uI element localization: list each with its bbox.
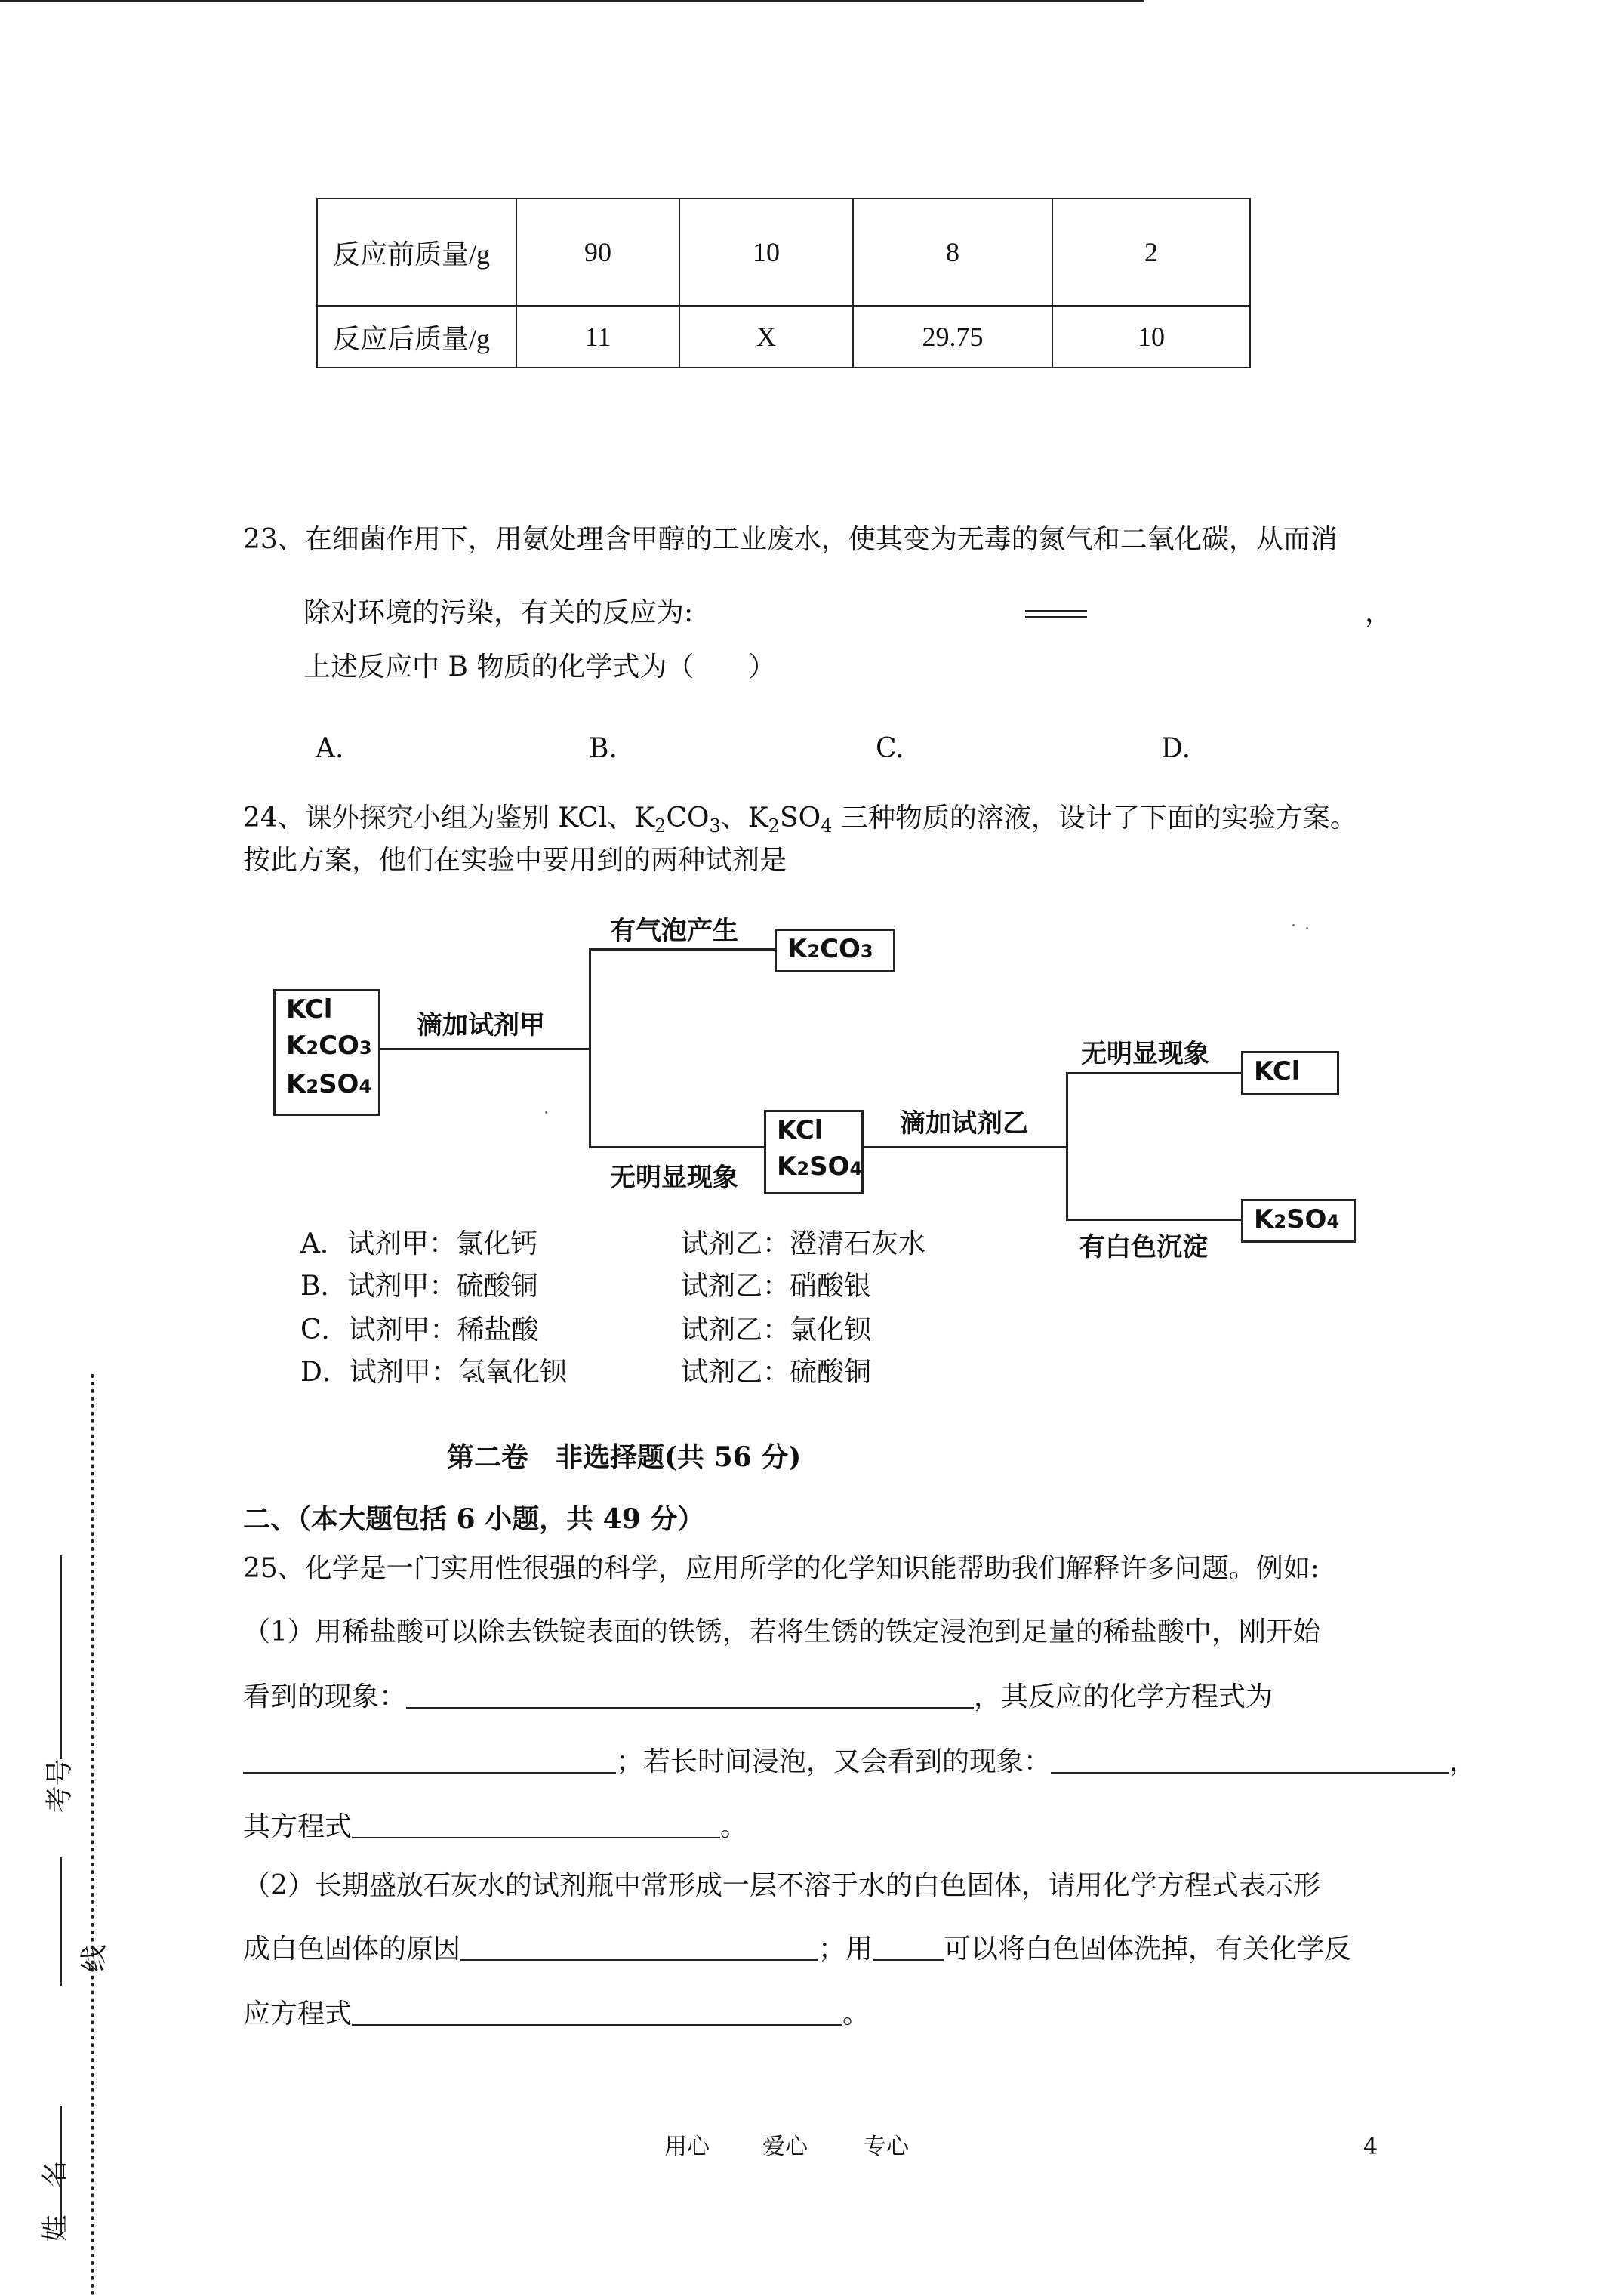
reaction-equals-sign: [1025, 610, 1087, 618]
answer-blank[interactable]: [460, 1934, 818, 1961]
scan-speck: [1306, 927, 1308, 929]
page-number: 4: [1363, 2134, 1378, 2160]
q25-text-part: ，其反应的化学方程式为: [974, 1681, 1273, 1712]
exam-number-label: 考号: [44, 1758, 75, 1814]
top-rule: [0, 0, 1144, 2]
q24-text-part: CO: [666, 803, 710, 834]
q24-line1: [243, 802, 1357, 843]
q23-comma: ，: [1365, 597, 1393, 628]
q25-p2-line2: [243, 1933, 1351, 1966]
answer-blank[interactable]: [873, 1934, 944, 1961]
flow-connector: [589, 948, 591, 1146]
exam-number-blank[interactable]: [60, 1555, 62, 1759]
scan-speck: [545, 1111, 547, 1114]
q23-option-a: A.: [316, 733, 344, 764]
table-cell: 8: [853, 199, 1052, 306]
footer-motto-1: 用心: [664, 2134, 710, 2160]
flow-result-box: [1241, 1199, 1356, 1243]
flow-step2-label: 滴加试剂乙: [900, 1108, 1028, 1139]
q25-p1-line3: [243, 1746, 1477, 1779]
flow-start-item: KCl: [286, 994, 333, 1025]
q25-text-part: 。: [842, 1999, 870, 2029]
name-label: 姓 名: [39, 2160, 71, 2242]
q23-option-c: C.: [876, 733, 904, 764]
q23-colon: :: [684, 597, 694, 628]
q25-text-part: 其方程式: [243, 1811, 353, 1842]
subscript: 3: [709, 815, 721, 837]
flow-result: KCl: [1254, 1056, 1301, 1086]
q24-text-part: 、K: [720, 803, 768, 834]
q24-option-c-reagent2: 试剂乙：氯化钡: [681, 1314, 872, 1345]
table-cell: X: [679, 306, 853, 368]
q24-text-part: 三种物质的溶液，设计了下面的实验方案。: [832, 803, 1357, 834]
subscript: 2: [654, 815, 667, 837]
flow-start-item: K2CO3: [286, 1031, 372, 1061]
flow-result-box: [1241, 1051, 1339, 1095]
q23-option-b: B.: [589, 733, 617, 764]
flow-step1-label: 滴加试剂甲: [417, 1010, 545, 1040]
q25-text-part: ；若长时间浸泡，又会看到的现象：: [616, 1746, 1052, 1777]
flow-result: K2CO3: [787, 934, 873, 964]
binding-dotted-line: [91, 1374, 94, 2296]
q24-option-a-reagent2: 试剂乙：澄清石灰水: [681, 1228, 926, 1259]
q25-text-part: 。: [720, 1811, 748, 1842]
table-cell: 10: [1052, 306, 1250, 368]
answer-blank[interactable]: [352, 1811, 720, 1838]
flow-branch2-top-label: 无明显现象: [1081, 1039, 1209, 1069]
flow-connector: [589, 948, 775, 951]
table-row: [317, 306, 1250, 368]
table-cell: 2: [1052, 199, 1250, 306]
q24-option-b-reagent2: 试剂乙：硝酸银: [681, 1271, 872, 1302]
subscript: 4: [821, 815, 833, 837]
answer-blank[interactable]: [1051, 1746, 1449, 1774]
q23-line1: 23、在细菌作用下，用氨处理含甲醇的工业废水，使其变为无毒的氮气和二氧化碳，从而消: [243, 524, 1338, 555]
q23-option-d: D.: [1161, 733, 1191, 764]
q24-option-d-reagent2: 试剂乙：硫酸铜: [681, 1357, 872, 1388]
flow-connector: [864, 1146, 1067, 1148]
scan-speck: [1292, 924, 1295, 926]
flow-connector: [380, 1048, 590, 1050]
q23-line2: [303, 596, 693, 630]
q25-text-part: 可以将白色固体洗掉，有关化学反: [944, 1934, 1352, 1965]
footer-motto-2: 爱心: [762, 2134, 808, 2160]
q24-option-c-reagent1: C．试剂甲：稀盐酸: [300, 1314, 539, 1345]
q25-p1-line4: [243, 1811, 747, 1844]
q25-text-part: 成白色固体的原因: [243, 1934, 461, 1965]
flow-start-box: [273, 989, 380, 1116]
flow-result-box: [775, 929, 895, 972]
q25-text-part: ；用: [818, 1934, 873, 1965]
flow-branch-top-label: 有气泡产生: [610, 916, 738, 946]
flow-branch-bottom-label: 无明显现象: [610, 1163, 738, 1193]
section-heading: 二、（本大题包括 6 小题，共 49 分）: [243, 1503, 705, 1535]
q24-text-part: 24、课外探究小组为鉴别 KCl、K: [243, 803, 655, 834]
q25-p1-line1: （1）用稀盐酸可以除去铁锭表面的铁锈，若将生锈的铁定浸泡到足量的稀盐酸中，刚开始: [243, 1616, 1320, 1647]
flow-connector: [1066, 1072, 1068, 1219]
row-label: 反应后质量/g: [317, 306, 516, 368]
table-cell: 11: [516, 306, 679, 368]
answer-blank[interactable]: [352, 1999, 842, 2026]
q25-intro: 25、化学是一门实用性很强的科学，应用所学的化学知识能帮助我们解释许多问题。例如:: [243, 1553, 1320, 1584]
table-cell: 90: [516, 199, 679, 306]
flow-result: K2SO4: [1254, 1204, 1340, 1234]
subscript: 2: [768, 815, 780, 837]
q25-p2-line1: （2）长期盛放石灰水的试剂瓶中常形成一层不溶于水的白色固体，请用化学方程式表示形: [243, 1870, 1320, 1901]
margin-line-label: 线: [79, 1944, 110, 1972]
q25-p2-line3: [243, 1998, 870, 2031]
row-label: 反应前质量/g: [317, 199, 516, 306]
q24-option-b-reagent1: B．试剂甲：硫酸铜: [300, 1271, 538, 1302]
answer-blank[interactable]: [243, 1746, 616, 1774]
footer-motto-3: 专心: [864, 2134, 909, 2160]
flow-connector: [1066, 1219, 1241, 1221]
table-row: [317, 199, 1250, 306]
flow-mid-item: KCl: [777, 1115, 824, 1145]
q25-p1-line2: [243, 1681, 1273, 1714]
q25-text-part: 应方程式: [243, 1999, 353, 2029]
table-cell: 29.75: [853, 306, 1052, 368]
flow-connector: [1066, 1072, 1241, 1074]
q24-option-a-reagent1: A．试剂甲：氯化钙: [300, 1228, 537, 1259]
q24-line2: 按此方案，他们在实验中要用到的两种试剂是: [243, 845, 787, 876]
flow-connector: [589, 1146, 764, 1148]
margin-blank[interactable]: [60, 1857, 62, 1986]
table-cell: 10: [679, 199, 853, 306]
flow-start-item: K2SO4: [286, 1069, 372, 1099]
q25-text-part: 看到的现象：: [243, 1681, 407, 1712]
mass-table: [316, 198, 1251, 368]
part2-title: 第二卷 非选择题(共 56 分): [447, 1441, 802, 1473]
q23-line2-text: 除对环境的污染，有关的反应为: [303, 597, 685, 628]
q25-text-part: ，: [1449, 1746, 1477, 1777]
flow-mid-box: [764, 1110, 864, 1194]
flow-mid-item: K2SO4: [777, 1151, 863, 1182]
q24-text-part: SO: [779, 803, 821, 834]
q24-option-d-reagent1: D．试剂甲：氢氧化钡: [300, 1357, 567, 1388]
answer-blank[interactable]: [406, 1681, 974, 1709]
q23-line3: 上述反应中 B 物质的化学式为（ ）: [303, 652, 776, 683]
flow-branch2-bottom-label: 有白色沉淀: [1079, 1232, 1208, 1262]
